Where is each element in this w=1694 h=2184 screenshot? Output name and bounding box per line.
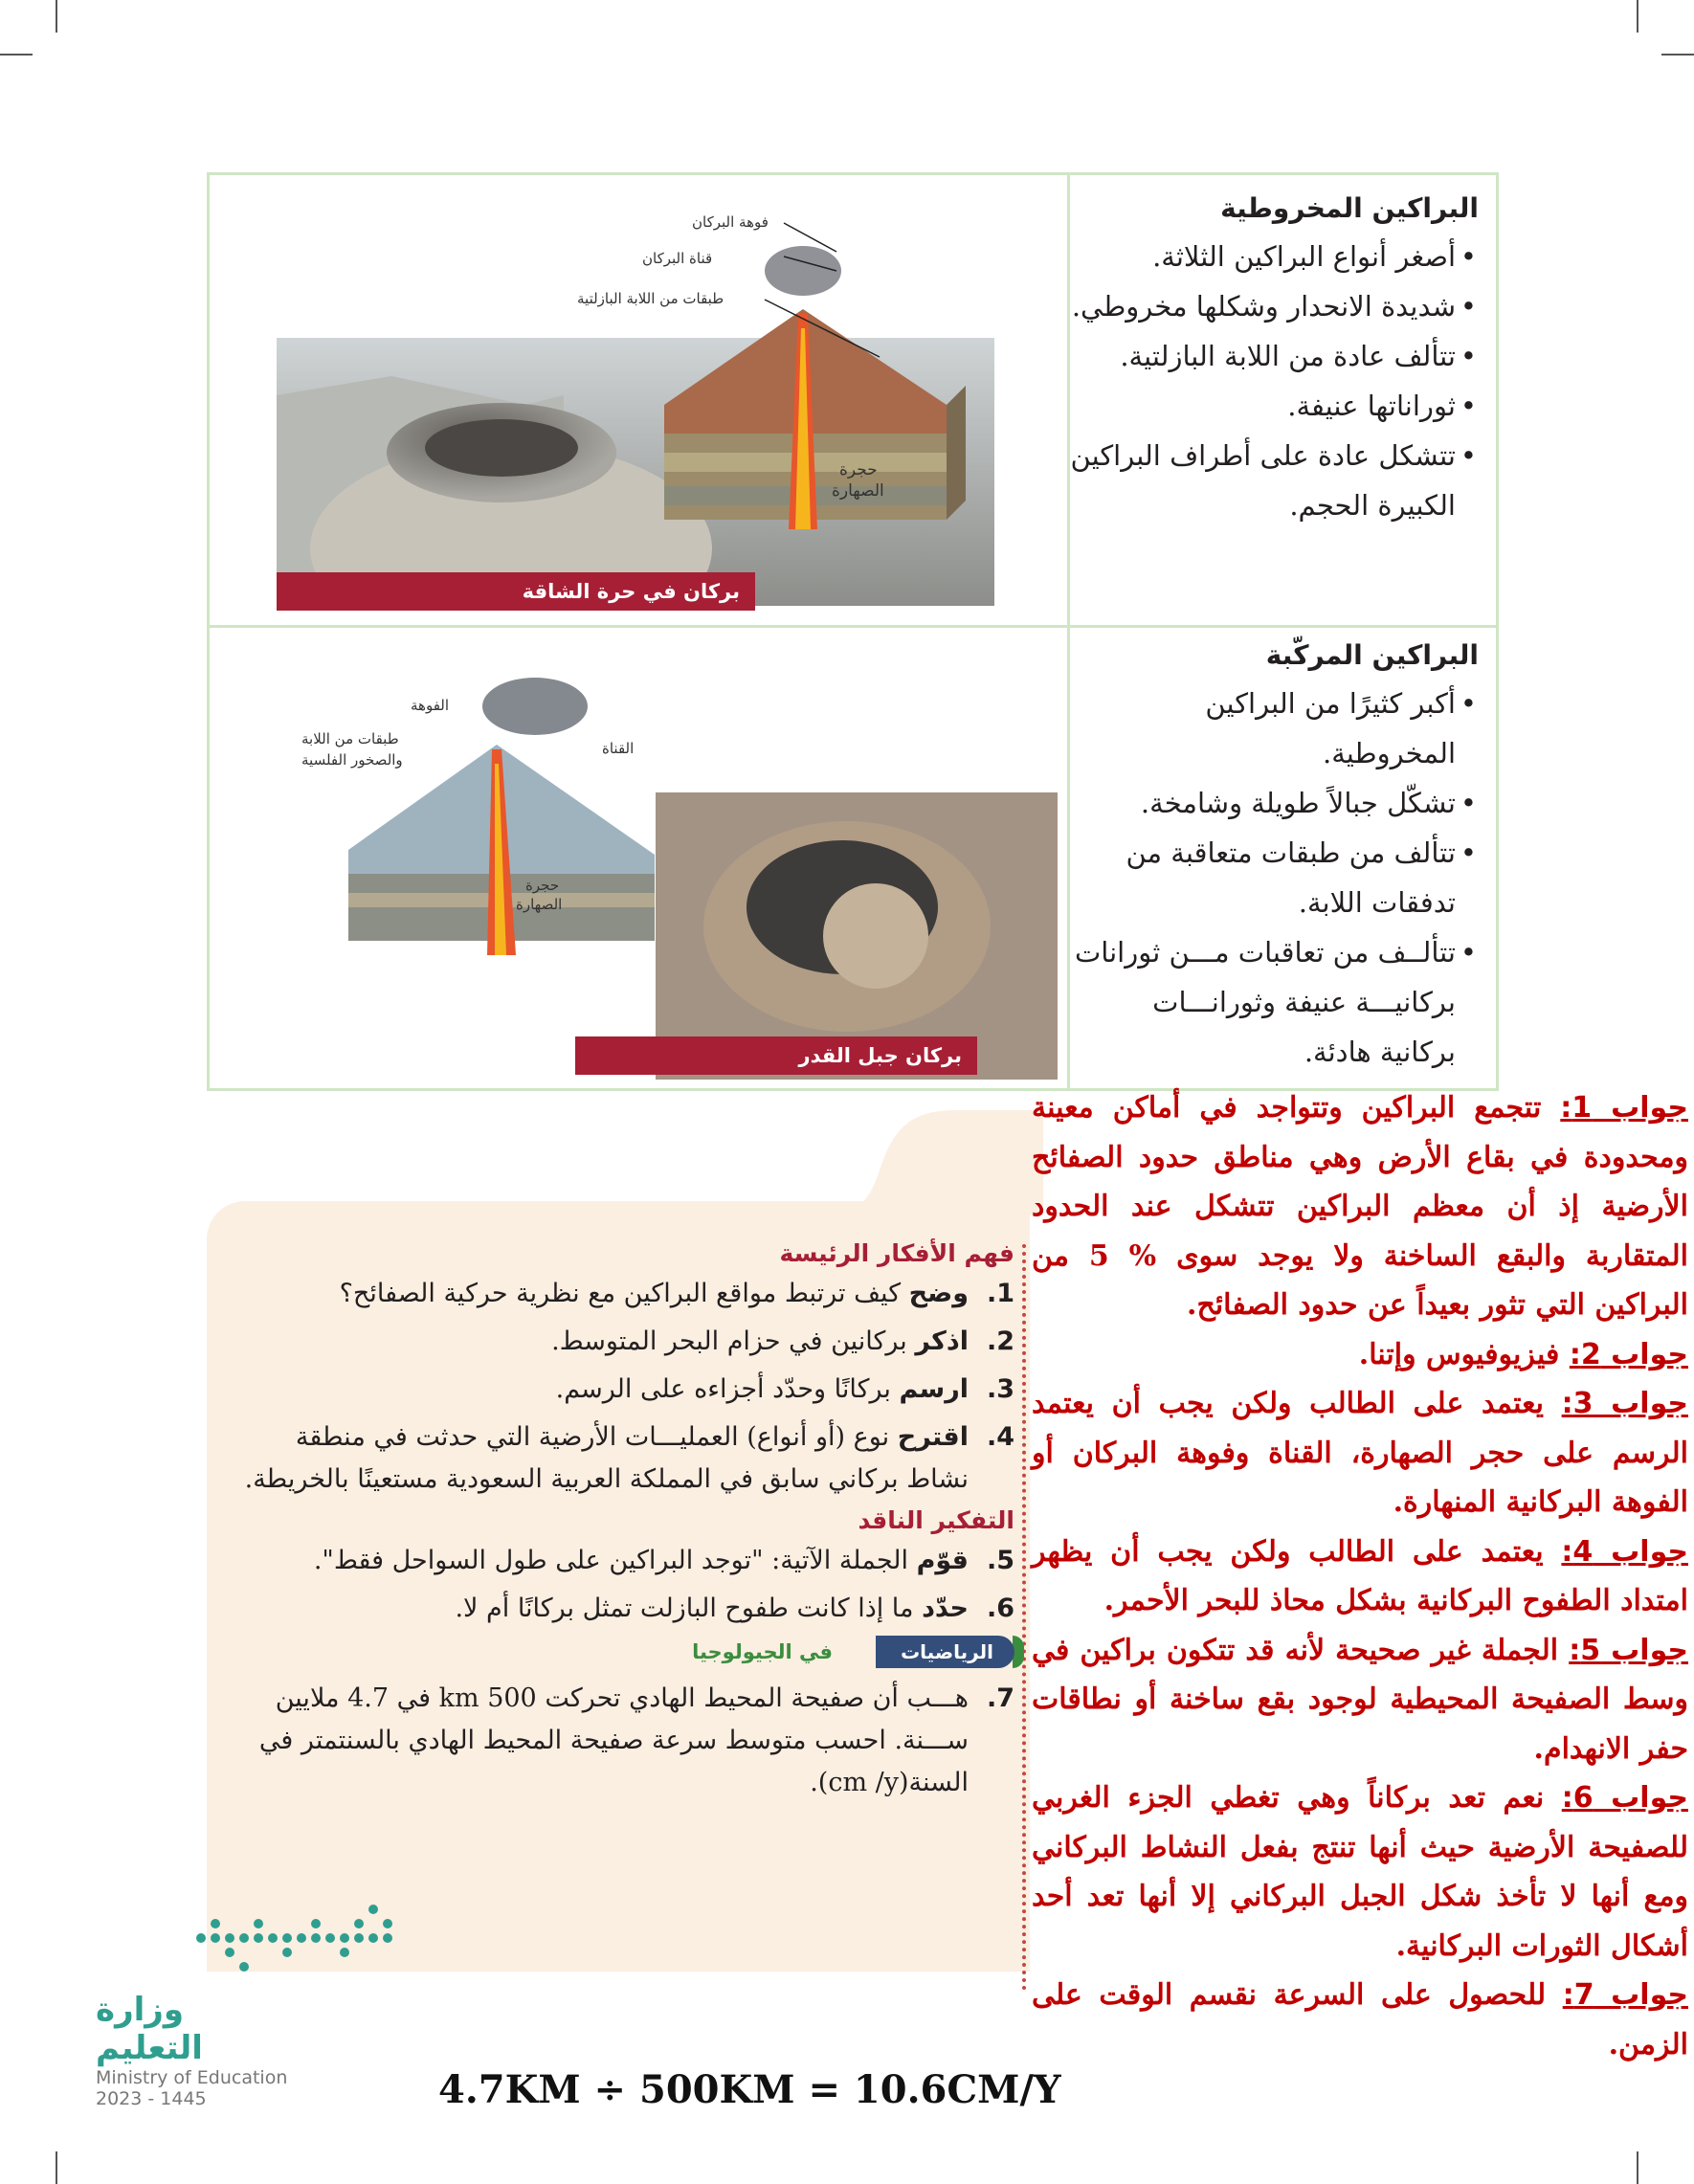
crop-mark xyxy=(1637,2151,1638,2184)
question-number: 5. xyxy=(986,1546,1014,1575)
equation: 4.7KM ÷ 500KM = 10.6CM/Y xyxy=(438,2067,1061,2112)
question-verb: قوّم xyxy=(916,1546,969,1575)
question-verb: اقترح xyxy=(897,1422,969,1452)
answer-text: نعم تعد بركاناً وهي تغطي الجزء الغربي للصفيحة الأرضية حيث أنها تنتج بفعل النشاط البركاني ومع أنها لا تأخذ شكل الجبل البركاني إلا أنها تعد أحد أشكال الثورات البركانية. xyxy=(1032,1781,1688,1963)
answer-label: جواب 5: xyxy=(1569,1633,1688,1667)
answer-label: جواب 6: xyxy=(1561,1781,1688,1815)
question xyxy=(226,1678,1014,1804)
composite-text xyxy=(1069,639,1479,1077)
section-title: التفكير الناقد xyxy=(858,1506,1014,1534)
answer xyxy=(1032,1971,1688,2069)
cinder-cone-list xyxy=(1069,232,1479,530)
conduit-label: القناة xyxy=(602,740,635,757)
ministry-logo-icon xyxy=(191,1900,402,1976)
list-item: • تتألف عادة من اللابة البازلتية. xyxy=(1069,331,1456,381)
answer-label: جواب 2: xyxy=(1569,1337,1688,1371)
crop-mark xyxy=(1661,54,1694,56)
conduit-label: قناة البركان xyxy=(642,250,713,267)
math-tag: الرياضيات xyxy=(876,1636,1014,1668)
question xyxy=(226,1273,1014,1315)
question xyxy=(226,1416,1014,1501)
list-item: • شديدة الانحدار وشكلها مخروطي. xyxy=(1069,281,1456,331)
question-verb: ارسم xyxy=(899,1374,969,1404)
chamber-label: الصهارة xyxy=(832,481,884,501)
question-verb: حدّد xyxy=(922,1593,969,1623)
crop-mark xyxy=(0,54,33,56)
answer-text: تتجمع البراكين وتتواجد في أماكن معينة ومحدودة في بقاع الأرض وهي مناطق حدود الصفائح الأرضية إذ أن معظم البراكين تتشكل عند الحدود المتقاربة والبقع الساخنة ولا يوجد سوى % 5 من البراكين التي تثور بعيداً عن حدود الصفائح. xyxy=(1032,1091,1689,1322)
question xyxy=(226,1588,1014,1630)
question-number: 3. xyxy=(986,1374,1014,1404)
answers-block xyxy=(1032,1083,1688,2069)
question-text: الجملة الآتية: "توجد البراكين على طول السواحل فقط". xyxy=(313,1546,917,1575)
volcano-types-table xyxy=(207,172,1499,1091)
chamber-label: حجرة xyxy=(839,460,878,479)
chamber-label: حجرة xyxy=(525,877,560,894)
question-number: 7. xyxy=(986,1683,1014,1713)
cinder-caption: بركان في حرة الشاقة xyxy=(277,572,755,611)
answer-text: يعتمد على الطالب ولكن يجب أن يعتمد الرسم على حجر الصهارة، القناة وفوهة البركان أو الفوهة البركانية المنهارة. xyxy=(1032,1387,1688,1519)
review-questions xyxy=(226,1239,1014,1810)
list-item: • تتألف من طبقات متعاقبة من تدفقات اللابة. xyxy=(1069,828,1456,927)
answer xyxy=(1032,1527,1688,1626)
question-text: نوع (أو أنواع) العمليـــات الأرضية التي حدثت في منطقة نشاط بركاني سابق في المملكة العربية السعودية مستعينًا بالخريطة. xyxy=(244,1422,969,1494)
leader-lines xyxy=(746,213,937,367)
ministry-english: Ministry of Education xyxy=(96,2067,288,2088)
vent-label: الفوهة xyxy=(411,697,450,714)
question-verb: اذكر xyxy=(915,1326,969,1356)
composite-diagram xyxy=(344,673,659,960)
ministry-arabic: وزارة التعليم xyxy=(96,1991,203,2067)
question-text: كيف ترتبط مواقع البراكين مع نظرية حركية الصفائح؟ xyxy=(339,1279,909,1308)
answer-text: فيزيوفيوس وإتنا. xyxy=(1358,1337,1570,1371)
question-text: بركانين في حزام البحر المتوسط. xyxy=(551,1326,916,1356)
section-title: فهم الأفكار الرئيسة xyxy=(779,1239,1014,1267)
list-item: • تتشكل عادة على أطراف البراكين الكبيرة الحجم. xyxy=(1069,431,1456,530)
question xyxy=(226,1369,1014,1411)
list-item: • تتألــف من تعاقبات مـــن ثورانات بركانيـــة عنيفة وثورانـــات بركانية هادئة. xyxy=(1069,927,1456,1077)
list-item: • تشكّل جبالاً طويلة وشامخة. xyxy=(1069,778,1456,828)
question-text: بركانًا وحدّد أجزاءه على الرسم. xyxy=(555,1374,900,1404)
cinder-cone-text xyxy=(1069,192,1479,530)
answer-text: للحصول على السرعة نقسم الوقت على الزمن. xyxy=(1032,1978,1688,2061)
list-item: • ثوراناتها عنيفة. xyxy=(1069,381,1456,431)
cinder-cone-title: البراكين المخروطية xyxy=(1220,192,1479,224)
layers-label: طبقات من اللابة البازلتية xyxy=(577,290,724,307)
panel-border xyxy=(1022,1244,1026,1991)
answer-text: الجملة غير صحيحة لأنه قد تتكون براكين في وسط الصفيحة المحيطية لوجود بقع ساخنة أو نطاقات حفر الانهدام. xyxy=(1032,1633,1688,1766)
answer-label: جواب 3: xyxy=(1561,1387,1688,1420)
list-item: • أصغر أنواع البراكين الثلاثة. xyxy=(1069,232,1456,281)
question-number: 4. xyxy=(986,1422,1014,1452)
answer xyxy=(1032,1330,1688,1380)
answer-label: جواب 1: xyxy=(1560,1091,1688,1125)
vent-label: فوهة البركان xyxy=(692,213,769,231)
answer xyxy=(1032,1083,1688,1330)
question-verb: وضح xyxy=(908,1279,969,1308)
layers-label: طبقات من اللابة xyxy=(301,730,399,747)
question-number: 6. xyxy=(986,1593,1014,1623)
question xyxy=(226,1540,1014,1582)
list-item: • أكبر كثيرًا من البراكين المخروطية. xyxy=(1069,679,1456,778)
ministry-year: 2023 - 1445 xyxy=(96,2088,207,2109)
crop-mark xyxy=(56,0,57,33)
layers-label: والصخور الفلسية xyxy=(301,751,403,769)
composite-caption: بركان جبل القدر xyxy=(575,1036,977,1075)
math-in-geology-tag xyxy=(226,1636,1014,1670)
answer xyxy=(1032,1379,1688,1527)
question-text: ما إذا كانت طفوح البازلت تمثل بركانًا أم لا. xyxy=(455,1593,923,1623)
question-number: 1. xyxy=(986,1279,1014,1308)
answer-label: جواب 4: xyxy=(1561,1534,1688,1569)
question-text: هـــب أن صفيحة المحيط الهادي تحركت 500 km في 4.7 ملايين ســـنة. احسب متوسط سرعة صفيحة المحيط الهادي بالسنتمتر في السنة(cm /y). xyxy=(258,1683,969,1797)
crop-mark xyxy=(1637,0,1638,33)
composite-list xyxy=(1069,679,1479,1077)
ministry-block xyxy=(96,1991,297,2109)
answer-label: جواب 7: xyxy=(1562,1978,1688,2012)
question-number: 2. xyxy=(986,1326,1014,1356)
question xyxy=(226,1321,1014,1363)
geology-tag: في الجيولوجيا xyxy=(692,1640,833,1663)
crop-mark xyxy=(56,2151,57,2184)
panel-tab-curve xyxy=(823,1110,1043,1215)
answer-text: يعتمد على الطالب ولكن يجب أن يظهر امتداد الطفوح البركانية بشكل محاذ للبحر الأحمر. xyxy=(1032,1534,1688,1617)
answer xyxy=(1032,1773,1688,1971)
chamber-label: الصهارة xyxy=(516,896,563,913)
composite-title: البراكين المركّبة xyxy=(1265,639,1479,671)
answer xyxy=(1032,1626,1688,1774)
